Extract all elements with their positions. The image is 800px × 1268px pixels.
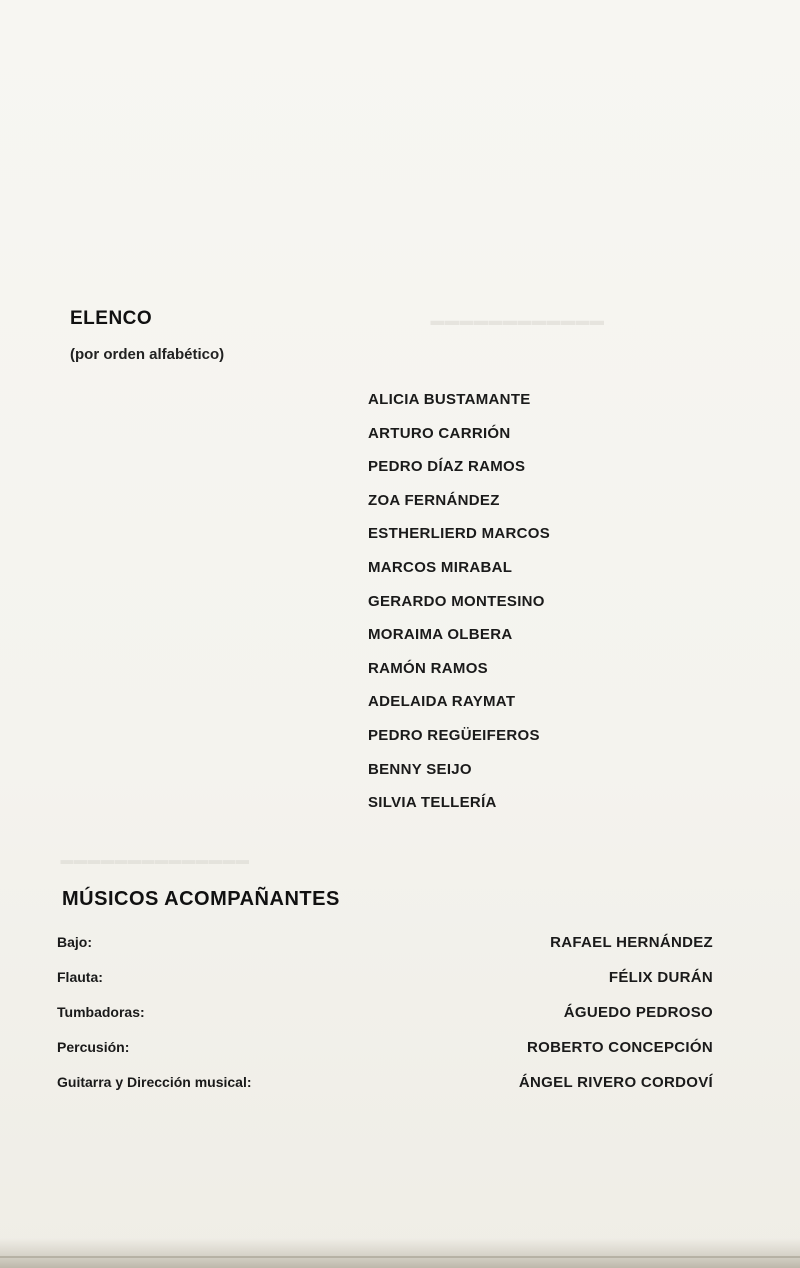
instrument-label: Bajo: — [57, 934, 92, 950]
cast-member: ADELAIDA RAYMAT — [368, 693, 516, 711]
instrument-label: Flauta: — [57, 969, 103, 985]
cast-member: BENNY SEIJO — [368, 760, 472, 778]
cast-member: MORAIMA OLBERA — [368, 626, 513, 644]
cast-member: ARTURO CARRIÓN — [368, 424, 511, 442]
musicians-list — [57, 934, 713, 1109]
cast-member: RAMÓN RAMOS — [368, 659, 488, 677]
cast-heading: ELENCO — [70, 308, 153, 329]
cast-member: ESTHERLIERD MARCOS — [368, 525, 551, 543]
musician-row — [57, 1039, 713, 1074]
paper-bottom-edge — [0, 1238, 800, 1268]
musician-row — [57, 934, 713, 969]
musician-row — [57, 969, 713, 1004]
musician-name: ROBERTO CONCEPCIÓN — [527, 1039, 713, 1056]
cast-member: ALICIA BUSTAMANTE — [368, 391, 531, 408]
musician-row — [57, 1004, 713, 1039]
cast-list — [368, 388, 550, 825]
musician-row — [57, 1074, 713, 1109]
musician-name: ÁNGEL RIVERO CORDOVÍ — [518, 1074, 713, 1091]
cast-subheading: (por orden alfabético) — [70, 346, 225, 363]
cast-member: GERARDO MONTESINO — [368, 592, 545, 610]
instrument-label: Guitarra y Dirección musical: — [57, 1074, 252, 1090]
musician-name: RAFAEL HERNÁNDEZ — [550, 934, 713, 951]
cast-member: SILVIA TELLERÍA — [368, 794, 497, 812]
instrument-label: Tumbadoras: — [57, 1004, 145, 1020]
paper-edge-line — [0, 1256, 800, 1258]
cast-member: ZOA FERNÁNDEZ — [368, 491, 500, 509]
musician-name: ÁGUEDO PEDROSO — [563, 1004, 713, 1021]
instrument-label: Percusión: — [57, 1039, 130, 1055]
cast-member: PEDRO DÍAZ RAMOS — [368, 458, 526, 476]
musician-name: FÉLIX DURÁN — [608, 969, 713, 986]
musicians-heading: MÚSICOS ACOMPAÑANTES — [62, 888, 340, 910]
bleed-through-text: ▬▬▬▬▬▬▬▬▬▬▬▬ — [430, 312, 604, 328]
bleed-through-text: ▬▬▬▬▬▬▬▬▬▬▬▬▬▬ — [60, 852, 249, 867]
cast-member: PEDRO REGÜEIFEROS — [368, 726, 540, 744]
cast-member: MARCOS MIRABAL — [368, 558, 513, 576]
